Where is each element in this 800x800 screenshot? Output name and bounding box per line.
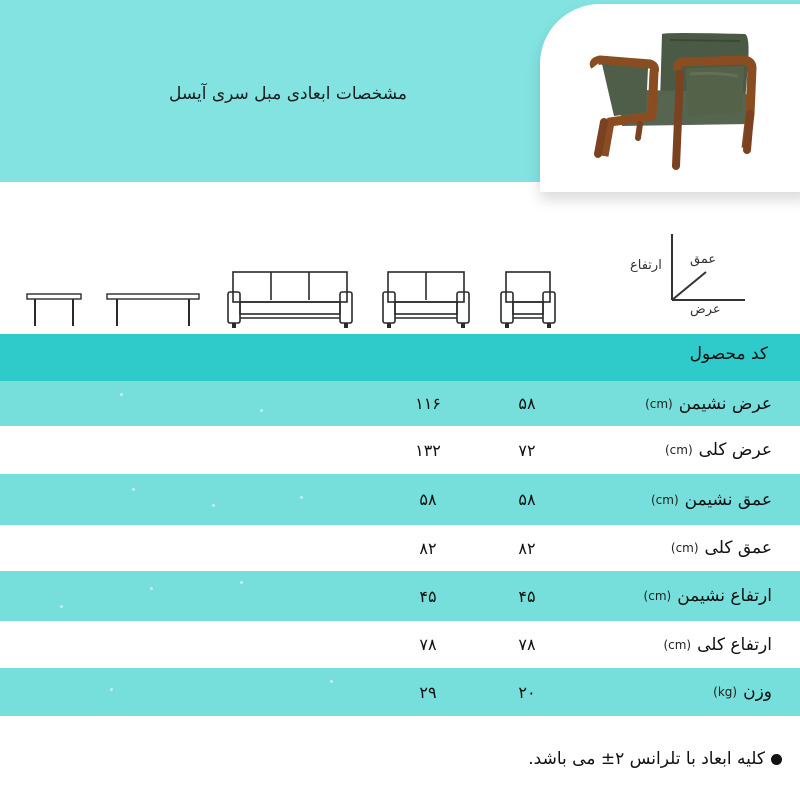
row-name: عرض کلی [698, 440, 772, 460]
row-name: عمق نشیمن [684, 489, 772, 510]
row-name: عمق کلی [704, 538, 772, 558]
value-two-seat: ۱۱۶ [415, 394, 441, 413]
product-photo-card [540, 4, 800, 192]
row-label [663, 621, 772, 668]
tolerance-note-text: کلیه ابعاد با تلرانس ۲± می باشد. [528, 749, 765, 769]
value-two-seat: ۱۳۲ [415, 440, 441, 460]
axis-diagram [600, 228, 750, 306]
table-row [0, 525, 800, 571]
side-table-icon [26, 292, 82, 328]
value-single-seat: ۴۵ [518, 586, 536, 606]
value-two-seat: ۵۸ [419, 490, 437, 509]
value-single-seat: ۷۲ [518, 440, 536, 460]
tolerance-note [0, 749, 782, 769]
single-seat-icon [500, 271, 556, 329]
row-unit: (cm) [650, 492, 679, 507]
row-unit: (cm) [663, 637, 692, 652]
table-row [0, 474, 800, 525]
value-two-seat: ۸۲ [419, 538, 437, 558]
axis-width-label: عرض [690, 302, 721, 317]
row-label [713, 668, 772, 716]
table-row [0, 381, 800, 426]
row-label [651, 474, 772, 525]
row-name: وزن [743, 682, 772, 702]
row-label [645, 381, 772, 426]
two-seat-sofa-icon [382, 271, 470, 329]
row-unit: (cm) [645, 396, 673, 411]
value-single-seat: ۸۲ [518, 538, 536, 558]
row-name: عرض نشیمن [678, 393, 772, 414]
value-single-seat: ۷۸ [518, 635, 536, 654]
axis-height-label: ارتفاع [630, 258, 662, 273]
value-two-seat: ۷۸ [419, 635, 437, 654]
three-seat-sofa-icon [227, 271, 353, 329]
page-title: مشخصات ابعادی مبل سری آیسل [168, 84, 407, 104]
table-row [0, 621, 800, 668]
row-unit: (cm) [643, 589, 672, 603]
value-single-seat: ۲۰ [518, 682, 536, 702]
row-unit: (kg) [713, 685, 738, 699]
value-single-seat: ۵۸ [518, 490, 536, 509]
row-label [665, 426, 772, 474]
table-row [0, 426, 800, 474]
coffee-table-icon [106, 292, 200, 328]
axis-depth-label: عمق [690, 252, 717, 267]
table-row [0, 668, 800, 716]
row-label [671, 525, 772, 571]
value-single-seat: ۵۸ [518, 394, 536, 413]
row-unit: (cm) [664, 443, 693, 457]
value-two-seat: ۴۵ [419, 586, 437, 606]
row-name: ارتفاع نشیمن [677, 586, 772, 606]
product-code-band [0, 334, 800, 381]
bullet-icon [771, 754, 782, 765]
value-two-seat: ۲۹ [419, 682, 437, 702]
row-unit: (cm) [670, 541, 699, 555]
row-label [644, 571, 772, 621]
product-code-label: کد محصول [689, 344, 768, 364]
row-name: ارتفاع کلی [697, 634, 772, 655]
table-row [0, 571, 800, 621]
armchair-photo [540, 4, 800, 192]
